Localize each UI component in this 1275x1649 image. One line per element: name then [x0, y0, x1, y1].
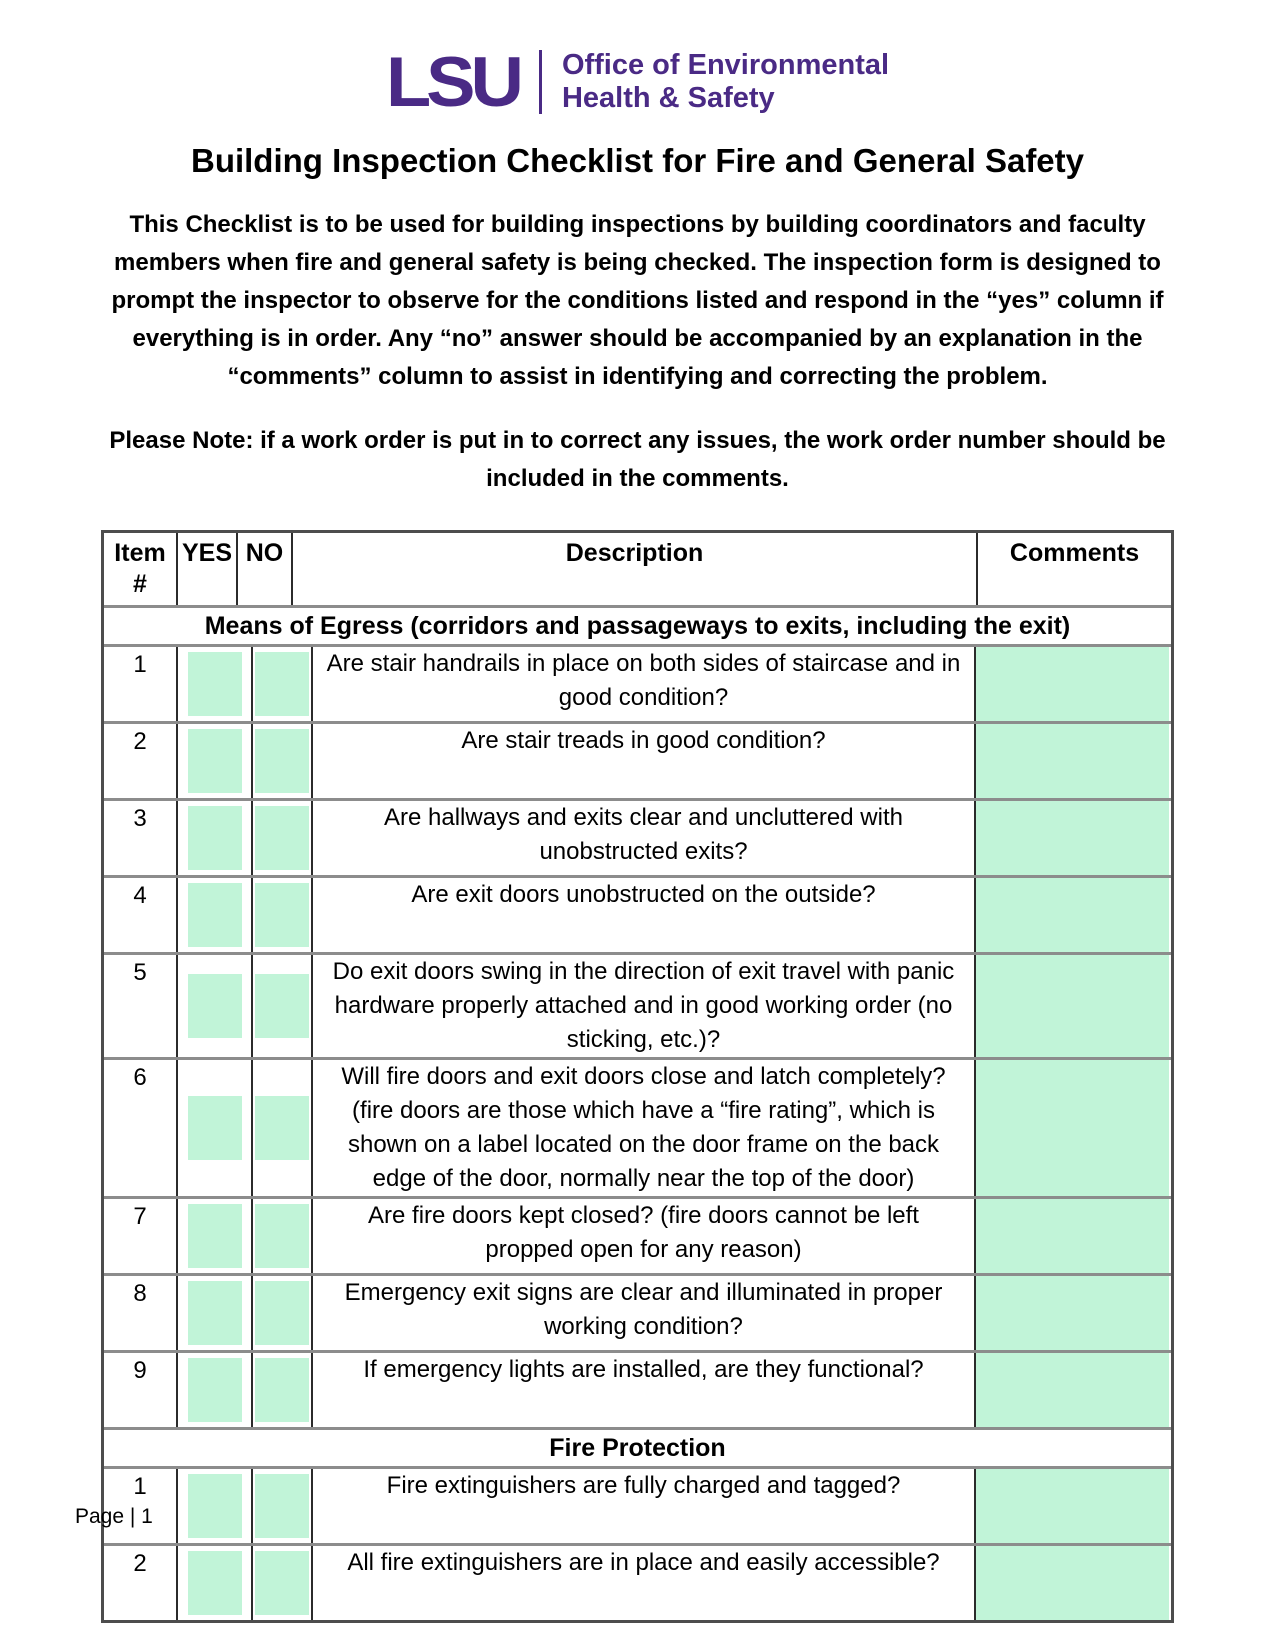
no-checkbox-field[interactable] — [255, 883, 309, 947]
item-number: 7 — [133, 1203, 147, 1231]
yes-cell — [176, 801, 251, 875]
no-checkbox-field[interactable] — [255, 1096, 309, 1160]
table-row — [104, 1466, 1171, 1543]
comments-field[interactable] — [974, 1199, 1169, 1273]
column-header-no: NO — [236, 533, 291, 605]
table-row — [104, 721, 1171, 798]
no-checkbox-field[interactable] — [255, 1551, 309, 1615]
comments-field[interactable] — [974, 801, 1169, 875]
no-checkbox-field[interactable] — [255, 1204, 309, 1268]
table-header-row — [104, 533, 1171, 605]
org-name — [562, 49, 889, 115]
table-row — [104, 1350, 1171, 1427]
yes-checkbox-field[interactable] — [188, 1096, 242, 1160]
row-description: Will fire doors and exit doors close and latch completely? (fire doors are those which have a “fire rating”, which is shown on a label located on the door frame on the back edge of the door, normally near the top of the door) — [311, 1060, 974, 1196]
yes-cell — [176, 1546, 251, 1620]
table-row — [104, 644, 1171, 721]
yes-checkbox-field[interactable] — [188, 1204, 242, 1268]
no-cell — [251, 1060, 311, 1196]
yes-checkbox-field[interactable] — [188, 806, 242, 870]
item-number: 9 — [133, 1357, 147, 1385]
item-number: 2 — [133, 1550, 147, 1578]
yes-cell — [176, 955, 251, 1057]
row-description: Are stair handrails in place on both sides of staircase and in good condition? — [311, 647, 974, 721]
no-cell — [251, 1199, 311, 1273]
yes-cell — [176, 724, 251, 798]
column-header-item: Item # — [114, 539, 166, 599]
no-checkbox-field[interactable] — [255, 974, 309, 1038]
item-number: 2 — [133, 728, 147, 756]
inspection-table — [101, 530, 1174, 1623]
no-cell — [251, 647, 311, 721]
table-row — [104, 1196, 1171, 1273]
yes-cell — [176, 1276, 251, 1350]
yes-checkbox-field[interactable] — [188, 1474, 242, 1538]
item-number: 5 — [133, 959, 147, 987]
row-description: Do exit doors swing in the direction of exit travel with panic hardware properly attached and in good working order (no sticking, etc.)? — [311, 955, 974, 1057]
no-cell — [251, 724, 311, 798]
no-cell — [251, 1469, 311, 1543]
yes-cell — [176, 878, 251, 952]
yes-checkbox-field[interactable] — [188, 1551, 242, 1615]
yes-checkbox-field[interactable] — [188, 1281, 242, 1345]
yes-checkbox-field[interactable] — [188, 974, 242, 1038]
table-row — [104, 1057, 1171, 1196]
row-description: If emergency lights are installed, are they functional? — [311, 1353, 974, 1427]
comments-field[interactable] — [974, 955, 1169, 1057]
yes-checkbox-field[interactable] — [188, 652, 242, 716]
yes-cell — [176, 1060, 251, 1196]
comments-field[interactable] — [974, 724, 1169, 798]
item-number: 6 — [133, 1064, 147, 1092]
no-checkbox-field[interactable] — [255, 652, 309, 716]
column-header-yes: YES — [176, 533, 236, 605]
comments-field[interactable] — [974, 1469, 1169, 1543]
yes-checkbox-field[interactable] — [188, 1358, 242, 1422]
table-row — [104, 875, 1171, 952]
org-name-line1: Office of Environmental — [561, 49, 890, 82]
row-description: All fire extinguishers are in place and easily accessible? — [311, 1546, 974, 1620]
row-description: Are stair treads in good condition? — [311, 724, 974, 798]
document-title: Building Inspection Checklist for Fire and General Safety — [190, 142, 1084, 180]
page-number: Page | 1 — [75, 1505, 153, 1528]
intro-paragraph: This Checklist is to be used for building inspections by building coordinators and faculty members when fire and general safety is being checked. The inspection form is designed to prompt the inspector to observe for the conditions listed and respond in the “yes” column if everything is in order. Any “no” answer should be accompanied by an explanation in the “comments” column to assist in identifying and correcting the problem. — [111, 211, 1164, 391]
row-description: Are fire doors kept closed? (fire doors cannot be left propped open for any reason) — [311, 1199, 974, 1273]
no-cell — [251, 1353, 311, 1427]
item-number: 1 — [133, 1473, 147, 1501]
no-checkbox-field[interactable] — [255, 729, 309, 793]
comments-field[interactable] — [974, 1353, 1169, 1427]
comments-field[interactable] — [974, 647, 1169, 721]
comments-field[interactable] — [974, 1276, 1169, 1350]
column-header-comments: Comments — [976, 533, 1171, 605]
yes-cell — [176, 1199, 251, 1273]
lsu-logo-mark: LSU — [385, 42, 519, 121]
comments-field[interactable] — [974, 878, 1169, 952]
lsu-ehs-logo — [0, 0, 1275, 121]
yes-cell — [176, 1469, 251, 1543]
logo-divider — [539, 50, 542, 114]
item-number: 3 — [133, 805, 147, 833]
row-description: Are hallways and exits clear and uncluttered with unobstructed exits? — [311, 801, 974, 875]
table-row — [104, 952, 1171, 1057]
yes-checkbox-field[interactable] — [188, 729, 242, 793]
table-row — [104, 798, 1171, 875]
no-cell — [251, 878, 311, 952]
org-name-line2: Health & Safety — [561, 82, 775, 115]
row-description: Emergency exit signs are clear and illuminated in proper working condition? — [311, 1276, 974, 1350]
no-checkbox-field[interactable] — [255, 1474, 309, 1538]
yes-checkbox-field[interactable] — [188, 883, 242, 947]
no-cell — [251, 801, 311, 875]
column-header-description: Description — [291, 533, 976, 605]
item-number: 1 — [133, 651, 147, 679]
section-header: Fire Protection — [104, 1427, 1171, 1466]
yes-cell — [176, 1353, 251, 1427]
section-header: Means of Egress (corridors and passageways to exits, including the exit) — [104, 605, 1171, 644]
comments-field[interactable] — [974, 1060, 1169, 1196]
no-checkbox-field[interactable] — [255, 1281, 309, 1345]
no-cell — [251, 1546, 311, 1620]
no-checkbox-field[interactable] — [255, 1358, 309, 1422]
table-row — [104, 1273, 1171, 1350]
note-paragraph: Please Note: if a work order is put in to correct any issues, the work order number should be included in the comments. — [109, 427, 1166, 493]
table-row — [104, 1543, 1171, 1620]
no-cell — [251, 955, 311, 1057]
item-number: 8 — [133, 1280, 147, 1308]
comments-field[interactable] — [974, 1546, 1169, 1620]
row-description: Are exit doors unobstructed on the outside? — [311, 878, 974, 952]
row-description: Fire extinguishers are fully charged and tagged? — [311, 1469, 974, 1543]
yes-cell — [176, 647, 251, 721]
no-checkbox-field[interactable] — [255, 806, 309, 870]
item-number: 4 — [133, 882, 147, 910]
no-cell — [251, 1276, 311, 1350]
